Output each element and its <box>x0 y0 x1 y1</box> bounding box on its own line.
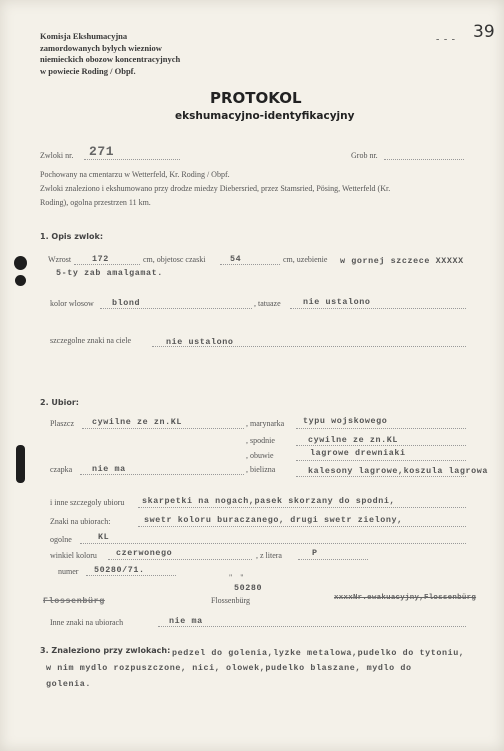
uzebienie-cont: 5-ty zab amalgamat. <box>56 268 163 278</box>
obuwie-value: lagrowe drewniaki <box>310 448 406 458</box>
uzebienie-value: w gornej szczece XXXXX <box>340 256 464 266</box>
binder-clip-mark <box>16 445 25 483</box>
burial-line: Pochowany na cmentarzu w Wetterfeld, Kr. Roding / Obpf. <box>40 170 230 179</box>
plaszcz-value: cywilne ze zn.KL <box>92 417 183 427</box>
plaszcz-label: Plaszcz <box>50 419 74 428</box>
bielizna-label: , bielizna <box>246 465 276 474</box>
org-line-1: Komisja Ekshumacyjna <box>40 31 128 41</box>
dash-mark: - - - <box>436 34 456 45</box>
znaki-cialo-label: szczegolne znaki na ciele <box>50 336 132 345</box>
found-items-line-2: w nim mydlo rozpuszczone, nici, olowek,pudelko blaszane, mydlo do <box>46 663 412 673</box>
quote-marks: " " <box>229 573 247 582</box>
left-stamp: Flossenbürg <box>43 596 105 606</box>
org-line-2: zamordowanych bylych wiezniow <box>40 42 162 53</box>
mid-number: 50280 <box>234 583 263 593</box>
inne-znaki-value: nie ma <box>169 616 203 626</box>
inne-szczegoly-value: skarpetki na nogach,pasek skorzany do spodni, <box>142 496 396 506</box>
document-subtitle: ekshumacyjno-identyfikacyjny <box>175 110 355 122</box>
uzebienie-label: cm, uzebienie <box>283 255 328 264</box>
znaki-cialo-value: nie ustalono <box>166 337 234 347</box>
zwloki-value: 271 <box>89 144 115 159</box>
marynarka-value: typu wojskowego <box>303 416 388 426</box>
punch-hole-top <box>14 256 27 270</box>
zwloki-label: Zwloki nr. <box>40 151 74 160</box>
wzrost-value: 172 <box>92 254 109 264</box>
spodnie-label: , spodnie <box>246 436 275 445</box>
org-line-4: w powiecie Roding / Obpf. <box>40 65 136 76</box>
winkiel-label: winkiel koloru <box>50 551 97 560</box>
found-items-line-3: golenia. <box>46 679 92 689</box>
inne-znaki-label: Inne znaki na ubiorach <box>50 618 124 627</box>
punch-hole-bottom <box>15 275 26 286</box>
bielizna-value: kalesony lagrowe,koszula lagrowa <box>308 466 489 476</box>
czaszka-value: 54 <box>230 254 242 264</box>
tatuaze-label: , tatuaze <box>254 299 281 308</box>
cm-label: cm, objetosc czaski <box>143 255 206 264</box>
section-3-heading: 3. Znaleziono przy zwlokach: <box>40 646 171 655</box>
czapka-value: nie ma <box>92 464 126 474</box>
marynarka-label: , marynarka <box>246 419 285 428</box>
ogolne-value: KL <box>98 532 110 542</box>
org-line-3: niemieckich obozow koncentracyjnych <box>40 54 181 64</box>
section-1-heading: 1. Opis zwlok: <box>40 232 104 241</box>
znaki-ubior-label: Znaki na ubiorach: <box>50 517 111 526</box>
litera-value: P <box>312 548 318 558</box>
tatuaze-value: nie ustalono <box>303 297 371 307</box>
ogolne-label: ogolne <box>50 535 72 544</box>
grob-label: Grob nr. <box>351 151 378 160</box>
found-line-1: Zwloki znaleziono i ekshumowano przy drodze miedzy Diebersried, przez Stamsried, Pösing, Wetterfeld (Kr. <box>40 184 391 193</box>
right-stamp: xxxxNr.ewakuacyjny,Flossenbürg <box>334 594 477 602</box>
document-title: PROTOKOL <box>210 89 302 107</box>
numer-label: numer <box>58 567 79 576</box>
numer-value: 50280/71. <box>94 565 145 575</box>
kolor-label: kolor wlosow <box>50 299 94 308</box>
obuwie-label: , obuwie <box>246 451 274 460</box>
kolor-value: blond <box>112 298 141 308</box>
found-items-line-1: pedzel do golenia,lyzke metalowa,pudelko do tytoniu, <box>172 648 465 658</box>
section-2-heading: 2. Ubior: <box>40 398 79 407</box>
winkiel-value: czerwonego <box>116 548 173 558</box>
inne-szczegoly-label: i inne szczegoly ubioru <box>50 498 125 507</box>
found-line-2: Roding), ogolna przestrzen 11 km. <box>40 198 151 207</box>
litera-label: , z litera <box>256 551 282 560</box>
czapka-label: czapka <box>50 465 73 474</box>
spodnie-value: cywilne ze zn.KL <box>308 435 399 445</box>
wzrost-label: Wzrost <box>48 255 72 264</box>
znaki-ubior-value: swetr koloru buraczanego, drugi swetr zielony, <box>144 515 403 525</box>
org-header <box>40 31 180 77</box>
page-number: 39 <box>473 22 495 42</box>
mid-camp: Flossenbürg <box>211 596 250 605</box>
